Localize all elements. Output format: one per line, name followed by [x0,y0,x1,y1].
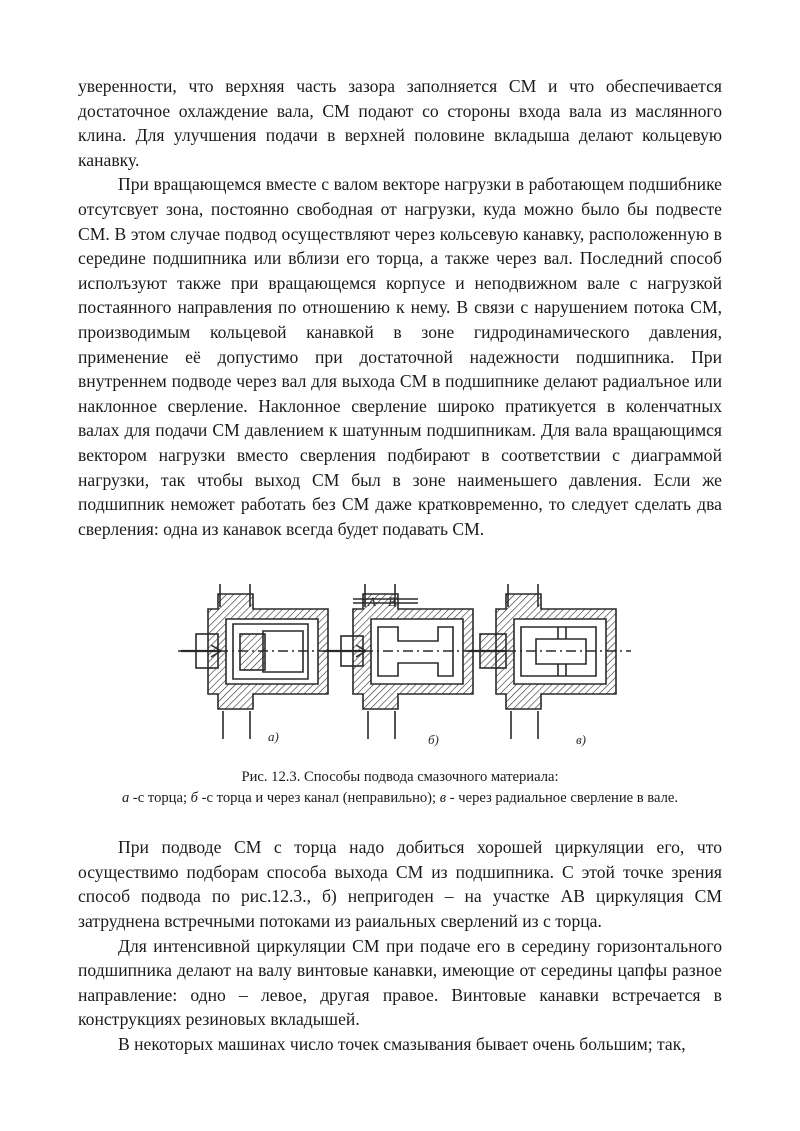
drawing-c [466,584,631,739]
document-page [78,74,722,1057]
figure-12-3 [78,579,722,749]
label-B: В [388,594,396,610]
label-b: б) [428,732,439,748]
paragraph-continuation: уверенности, что верхняя часть зазора заполняется СМ и что обеспечивается достаточное охлаждение вала, СМ подают со стороны входа вала из маслянного клина. Для улучшения подачи в верхней половине вкладыша делают кольцевую канавку. [78,76,722,170]
drawing-b [323,584,488,739]
figure-caption [78,767,722,809]
caption-legend: а -с торца; б -с торца и через канал (неправильно); в - через радиальное сверление в вале. [121,790,679,807]
paragraph-end-supply: При подводе СМ с торца надо добиться хорошей циркуляции его, что осуществимо подборам способа выхода СМ из подшипника. С этой точке зрения способ подвода по рис.12.3., б) непригоден – на участке АВ циркуляция СМ затруднена встречными потоками из раиальных сверлений из с торца. [78,837,722,932]
bearing-drawings [78,579,722,749]
paragraph-rotating-load: При вращающемся вместе с валом векторе нагрузки в работающем подшибнике отсутсвует зона, постоянно свободная от нагрузки, куда можно было бы подвесте СМ. В этом случае подвод осуществляют через кольсевую канавку, расположенную в середине подшипника или вблизи его торца, а также через вал. Последний способ исполъзуют также при вращающемся корпусе и неподвижном вале с нагрузкой постаянного направления по отношению к нему. В связи с нарушением потока СМ, производимым кольцевой канавкой в зоне гидродинамического давления, применение её допустимо при достаточной надежности подшипника. При внутреннем подводе через вал для выхода СМ в подшипнике делают радиалъное или наклонное сверление. Наклонное сверление широко пратикуется в коленчатных валах для подачи СМ давлением к шатунным подшипникам. Для вала вращающимся вектором нагрузки вместо сверления подбирают в соответствии с диаграммой нагрузки, так чтобы выход СМ был в зоне наименьшего давления. Если же подшипник неможет работать без СМ даже кратковременно, то следует сделать два сверления: одна из канавок всегда будет подавать СМ. [78,174,722,539]
label-A: А [368,594,376,610]
paragraph-screw-grooves: Для интенсивной циркуляции СМ при подаче его в середину горизонтального подшипника делают на валу винтовые канавки, имеющие от середины цапфы разное направление: одно – левое, другая правое. Винтовые канавки встречается в конструкциях резиновых вкладышей. [78,935,722,1030]
paragraph-lubrication-points: В некоторых машинах число точек смазывания бывает очень большим; так, [118,1034,686,1055]
label-c: в) [576,732,586,748]
drawing-a [178,584,343,739]
label-a: а) [268,729,279,745]
caption-title: Рис. 12.3. Способы подвода смазочного материала: [241,769,559,786]
